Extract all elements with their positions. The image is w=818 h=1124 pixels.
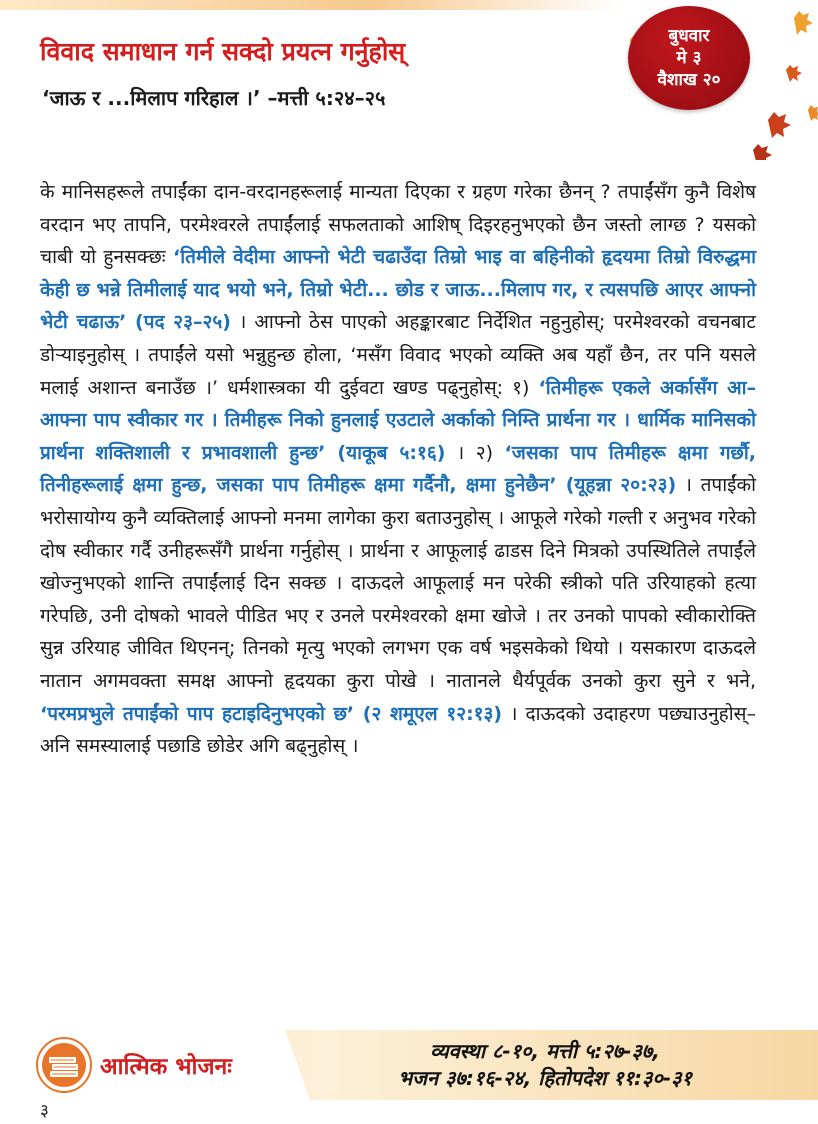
date-badge <box>628 6 750 110</box>
nepali-date: वैशाख २० <box>657 70 721 90</box>
spiritual-food-label: आत्मिक भोजनः <box>100 1054 232 1080</box>
scripture-quote: ‘तिमीले वेदीमा आफ्नो भेटी चढाउँदा तिम्रो भाइ वा बहिनीको हृदयमा तिम्रो विरुद्धमा केही छ भन्ने तिमीलाई याद भयो भने, तिम्रो भेटी... छोड र जाऊ...मिलाप गर, र त्यसपछि आएर आफ्नो भेटी चढाऊ’ (पद २३–२५) <box>40 246 756 334</box>
daily-readings <box>340 1038 750 1092</box>
scripture-quote: ‘जसका पाप तिमीहरू क्षमा गर्छौ, तिनीहरूलाई क्षमा हुन्छ, जसका पाप तिमीहरू क्षमा गर्दैनौ, क्षमा हुनेछैन’ (यूहन्ना २०:२३) <box>40 441 756 497</box>
gregorian-date: मे ३ <box>676 48 702 68</box>
body-sentence: । आफ्नो ठेस पाएको अहङ्कारबाट निर्देशित नहुनुहोस्; परमेश्वरको वचनबाट डोऱ्याइनुहोस् । तपाईंले यसो भन्नुहुन्छ होला, ‘मसँग विवाद भएको व्यक्ति अब यहाँ छैन, तर पनि यसले मलाई अशान्त बनाउँछ ।’ धर्मशास्त्रका यी दुईवटा खण्ड पढ्नुहोस्: १) <box>40 311 756 399</box>
devotional-body <box>40 176 756 763</box>
body-sentence: के मानिसहरूले तपाईंका दान-वरदानहरूलाई मान्यता दिएका र ग्रहण गरेका छैनन् ? तपाईंसँग कुनै विशेष वरदान भए तापनि, परमेश्वरले तपाईंलाई सफलताको आशिष् दिइरहनुभएको छैन जस्तो लाग्छ ? यसको चाबी यो हुनसक्छः <box>40 181 756 269</box>
top-decorative-stripe <box>0 0 620 10</box>
readings-line: भजन ३७:१६-२४, हितोपदेश ११:३०-३१ <box>398 1066 692 1090</box>
body-paragraph <box>40 176 756 763</box>
book-stack-icon <box>36 1037 92 1093</box>
readings-line: व्यवस्था ८-१०, मत्ती ५:२७-३७, <box>430 1039 660 1063</box>
page-title: विवाद समाधान गर्न सक्दो प्रयत्न गर्नुहोस् <box>40 37 406 66</box>
key-verse: ‘जाऊ र ...मिलाप गरिहाल ।’ –मत्ती ५:२४–२५ <box>42 86 386 110</box>
body-sentence: । २) <box>445 441 505 464</box>
scripture-quote: ‘तिमीहरू एकले अर्कासँग आ–आफ्ना पाप स्वीकार गर । तिमीहरू निको हुनलाई एउटाले अर्काको निम्ति प्रार्थना गर । धार्मिक मानिसको प्रार्थना शक्तिशाली र प्रभावशाली हुन्छ’ (याकूब ५:१६) <box>40 376 756 464</box>
body-sentence: । दाऊदको उदाहरण पछ्याउनुहोस्– अनि समस्यालाई पछाडि छोडेर अगि बढ्नुहोस् । <box>40 702 757 758</box>
weekday-label: बुधवार <box>668 26 710 46</box>
body-sentence: । तपाईंको भरोसायोग्य कुनै व्यक्तिलाई आफ्नो मनमा लागेका कुरा बताउनुहोस् । आफूले गरेको गल्ती र अनुभव गरेको दोष स्वीकार गर्दै उनीहरूसँगै प्रार्थना गर्नुहोस् । प्रार्थना र आफूलाई ढाडस दिने मित्रको उपस्थितिले तपाईंले खोज्नुभएको शान्ति तपाईंलाई दिन सक्छ । दाऊदले आफूलाई मन परेकी स्त्रीको पति उरियाहको हत्या गरेपछि, उनी दोषको भावले पीडित भए र उनले परमेश्वरको क्षमा खोजे । तर उनको पापको स्वीकारोक्ति सुन्न उरियाह जीवित थिएनन्; तिनको मृत्यु भएको लगभग एक वर्ष भइसकेको थियो । यसकारण दाऊदले नातान अगमवक्ता समक्ष आफ्नो हृदयका कुरा पोखे । नातानले धैर्यपूर्वक उनको कुरा सुने र भने, <box>40 474 756 692</box>
scripture-quote: ‘परमप्रभुले तपाईंको पाप हटाइदिनुभएको छ’ (२ शमूएल १२:१३) <box>40 702 503 725</box>
page-number: ३ <box>40 1101 49 1121</box>
